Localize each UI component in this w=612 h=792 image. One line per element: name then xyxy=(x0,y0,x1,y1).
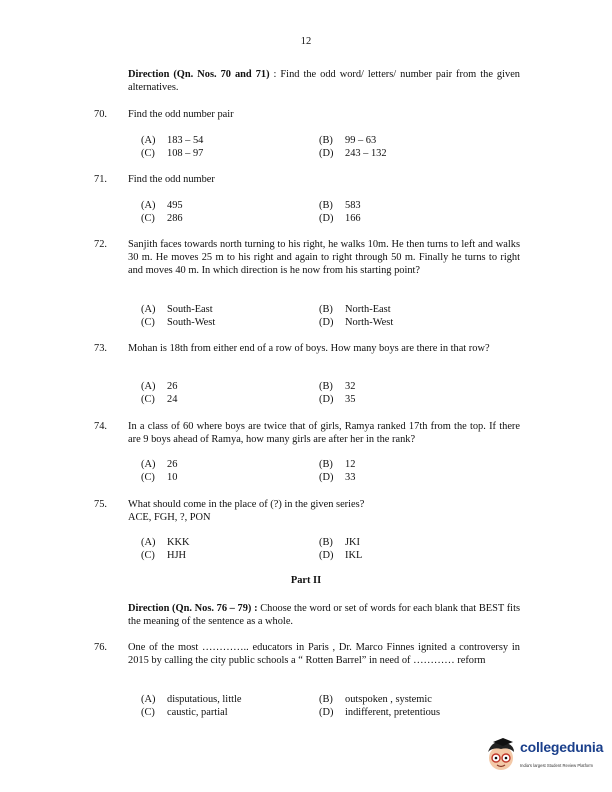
direction-70-71 xyxy=(128,68,520,94)
options-q71 xyxy=(141,199,521,225)
option-label: (A) xyxy=(141,200,156,211)
question-line: What should come in the place of (?) in the given series? xyxy=(128,499,365,510)
question-number: 76. xyxy=(94,642,107,653)
direction-label: Direction (Qn. Nos. 76 – 79) : xyxy=(128,603,258,614)
option-text: South-East xyxy=(167,304,213,315)
option-label: (B) xyxy=(319,381,333,392)
option-label: (A) xyxy=(141,381,156,392)
option-label: (D) xyxy=(319,707,334,718)
option-label: (D) xyxy=(319,472,334,483)
option-label: (C) xyxy=(141,550,155,561)
option-label: (B) xyxy=(319,459,333,470)
option-label: (B) xyxy=(319,537,333,548)
option-label: (D) xyxy=(319,148,334,159)
direction-text: Choose the word or set of words for each blank that BEST fits the meaning of the sentence as a whole. xyxy=(128,603,520,627)
options-q76 xyxy=(141,693,521,719)
question-number: 73. xyxy=(94,343,107,354)
option-text: North-West xyxy=(345,317,394,328)
option-text: 32 xyxy=(345,381,356,392)
logo-wordmark: collegedunia xyxy=(520,739,604,755)
question-text: One of the most ………….. educators in Paris , Dr. Marco Finnes ignited a controversy in 2015 by calling the city public schools a “ Rotten Barrel” in need of ………… reform xyxy=(128,642,520,666)
question-number: 74. xyxy=(94,421,107,432)
option-text: 10 xyxy=(167,472,178,483)
option-label: (B) xyxy=(319,200,333,211)
option-text: 33 xyxy=(345,472,356,483)
option-text: 583 xyxy=(345,200,361,211)
option-label: (A) xyxy=(141,135,156,146)
option-label: (D) xyxy=(319,550,334,561)
option-label: (B) xyxy=(319,694,333,705)
question-text: In a class of 60 where boys are twice that of girls, Ramya ranked 17th from the top. If there are 9 boys ahead of Ramya, how many girls are after her in the rank? xyxy=(128,421,520,445)
option-label: (B) xyxy=(319,135,333,146)
direction-label: Direction (Qn. Nos. 70 and 71) xyxy=(128,69,270,80)
option-text: 166 xyxy=(345,213,361,224)
question-number: 71. xyxy=(94,174,107,185)
option-text: outspoken , systemic xyxy=(345,694,432,705)
option-text: 24 xyxy=(167,394,178,405)
option-label: (C) xyxy=(141,317,155,328)
option-label: (D) xyxy=(319,394,334,405)
option-text: KKK xyxy=(167,537,190,548)
option-text: 12 xyxy=(345,459,356,470)
option-text: 108 – 97 xyxy=(167,148,204,159)
question-text: Mohan is 18th from either end of a row of boys. How many boys are there in that row? xyxy=(128,343,490,354)
options-q73 xyxy=(141,380,521,406)
option-text: 495 xyxy=(167,200,183,211)
part-title: Part II xyxy=(290,575,322,586)
option-text: 26 xyxy=(167,459,178,470)
options-q75 xyxy=(141,536,521,562)
option-text: 286 xyxy=(167,213,183,224)
logo-tagline: India's largest Student Review Platform xyxy=(520,763,593,768)
option-label: (C) xyxy=(141,707,155,718)
option-label: (A) xyxy=(141,304,156,315)
option-text: 183 – 54 xyxy=(167,135,204,146)
option-text: 35 xyxy=(345,394,356,405)
option-text: indifferent, pretentious xyxy=(345,707,441,718)
option-text: JKI xyxy=(345,537,361,548)
question-number: 70. xyxy=(94,109,107,120)
option-label: (D) xyxy=(319,317,334,328)
question-text: Find the odd number pair xyxy=(128,109,234,120)
option-label: (C) xyxy=(141,148,155,159)
option-text: caustic, partial xyxy=(167,707,228,718)
question-number: 75. xyxy=(94,499,107,510)
option-text: South-West xyxy=(167,317,216,328)
direction-76-79 xyxy=(128,602,520,628)
option-label: (C) xyxy=(141,394,155,405)
options-q74 xyxy=(141,458,521,484)
option-text: disputatious, little xyxy=(167,694,242,705)
option-text: North-East xyxy=(345,304,391,315)
question-text: Sanjith faces towards north turning to his right, he walks 10m. He then turns to left and walks 30 m. He moves 25 m to his right and again to right through 50 m. Finally he turns to right and moves 40 m. In which direction is he now from his starting point? xyxy=(128,239,520,276)
options-q72 xyxy=(141,303,521,329)
option-label: (A) xyxy=(141,459,156,470)
series-line: ACE, FGH, ?, PON xyxy=(128,512,211,523)
option-text: 26 xyxy=(167,381,178,392)
option-label: (A) xyxy=(141,694,156,705)
question-text xyxy=(128,498,520,524)
option-label: (C) xyxy=(141,472,155,483)
option-text: 243 – 132 xyxy=(345,148,387,159)
options-q70 xyxy=(141,134,521,160)
option-text: IKL xyxy=(345,550,363,561)
option-label: (C) xyxy=(141,213,155,224)
question-number: 72. xyxy=(94,239,107,250)
direction-text: : Find the odd word/ letters/ number pair from the given alternatives. xyxy=(128,69,520,93)
page-number: 12 xyxy=(300,36,312,47)
option-text: HJH xyxy=(167,550,187,561)
option-label: (A) xyxy=(141,537,156,548)
option-label: (D) xyxy=(319,213,334,224)
option-label: (B) xyxy=(319,304,333,315)
question-text: Find the odd number xyxy=(128,174,215,185)
option-text: 99 – 63 xyxy=(345,135,377,146)
